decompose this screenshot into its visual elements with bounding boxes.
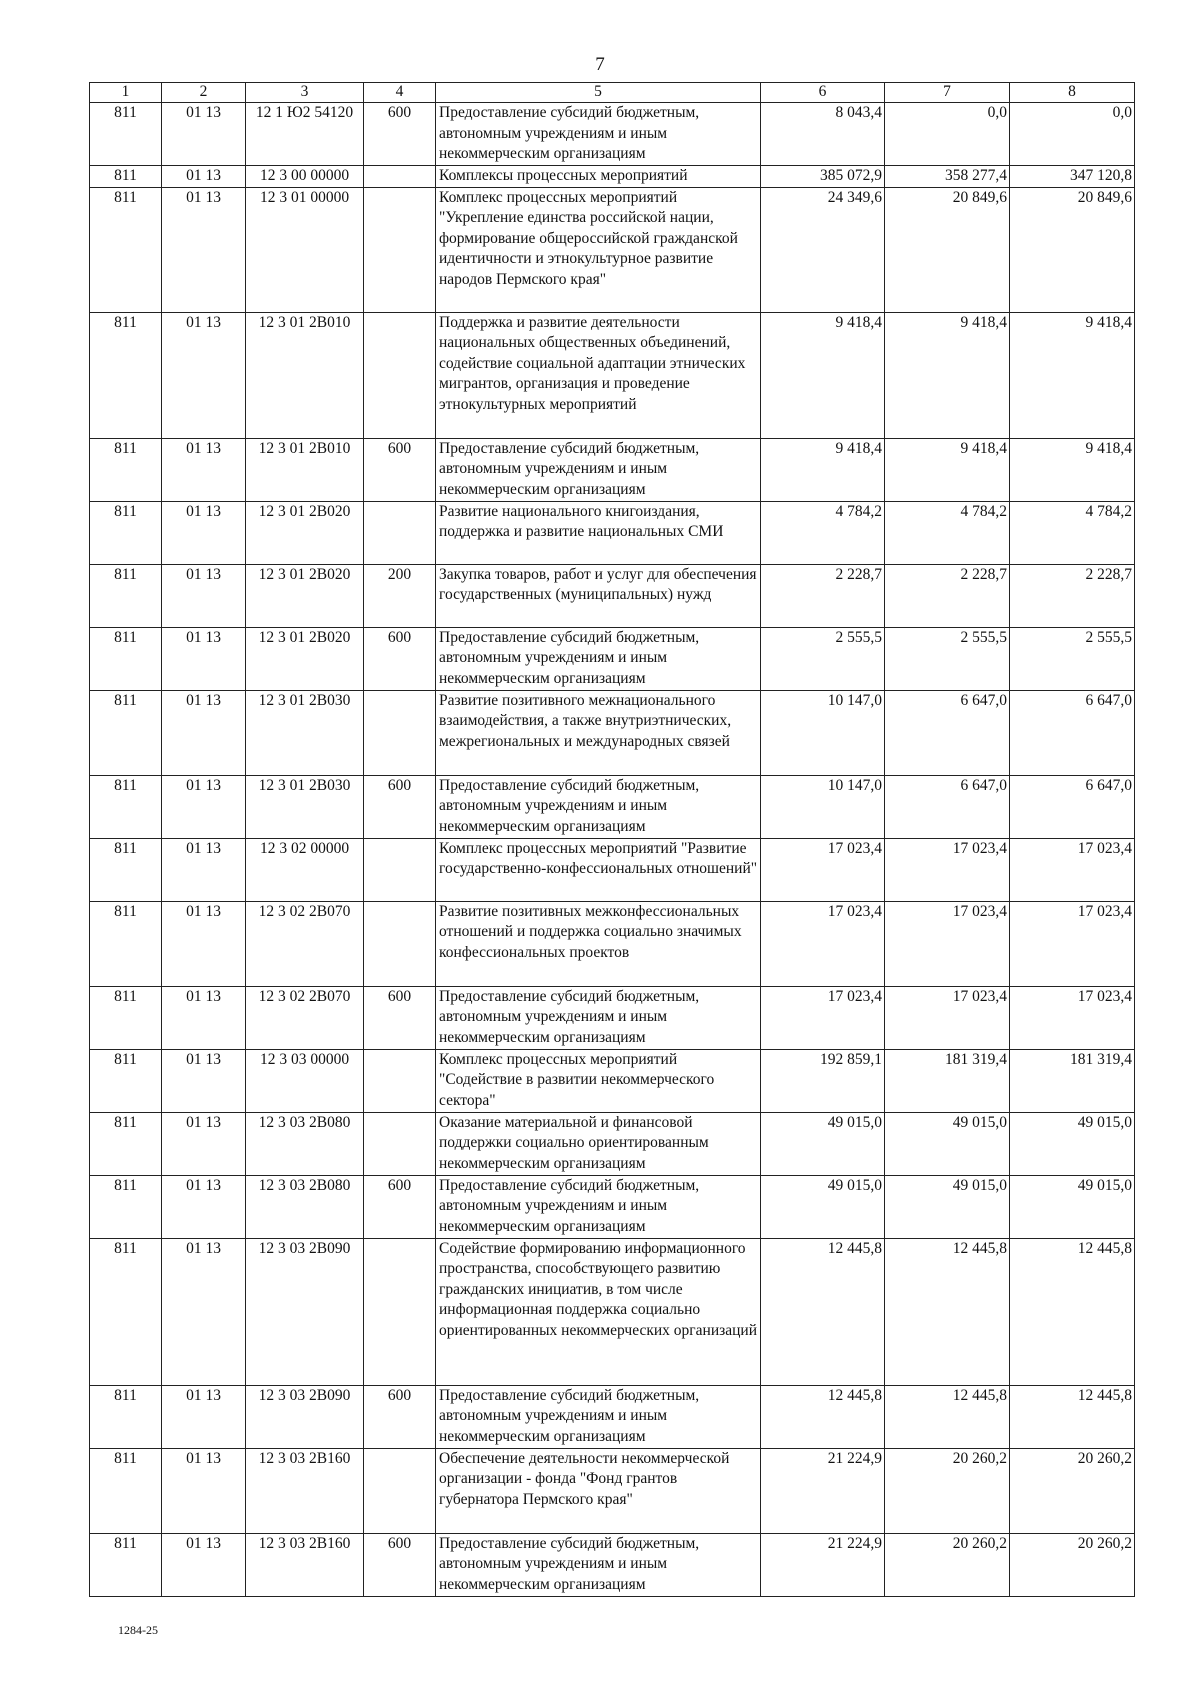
- cell-description: Предоставление субсидий бюджетным, автономным учреждениям и иным некоммерческим организациям: [436, 1385, 761, 1448]
- cell-target-item: 12 3 03 2В080: [246, 1175, 364, 1238]
- cell-amount-col7: 9 418,4: [885, 312, 1010, 438]
- cell-amount-col8: 4 784,2: [1010, 501, 1135, 564]
- cell-section-code: 01 13: [162, 775, 246, 838]
- cell-expense-type: [364, 187, 436, 312]
- cell-target-item: 12 3 02 00000: [246, 838, 364, 901]
- cell-section-code: 01 13: [162, 438, 246, 501]
- cell-ministry-code: 811: [90, 187, 162, 312]
- cell-description: Развитие позитивных межконфессиональных отношений и поддержка социально значимых конфессиональных проектов: [436, 901, 761, 986]
- cell-section-code: 01 13: [162, 187, 246, 312]
- cell-target-item: 12 3 03 2В160: [246, 1448, 364, 1533]
- cell-ministry-code: 811: [90, 901, 162, 986]
- cell-amount-col6: 49 015,0: [761, 1112, 885, 1175]
- table-row: [90, 1175, 1135, 1238]
- column-header: 5: [436, 83, 761, 103]
- table-row: [90, 1112, 1135, 1175]
- table-row: [90, 690, 1135, 775]
- cell-amount-col6: 2 228,7: [761, 564, 885, 627]
- cell-amount-col6: 17 023,4: [761, 901, 885, 986]
- cell-description: Поддержка и развитие деятельности национальных общественных объединений, содействие социальной адаптации этнических мигрантов, организация и проведение этнокультурных мероприятий: [436, 312, 761, 438]
- budget-table: [89, 82, 1135, 1597]
- cell-target-item: 12 3 01 2В030: [246, 775, 364, 838]
- cell-section-code: 01 13: [162, 1533, 246, 1596]
- cell-amount-col7: 0,0: [885, 103, 1010, 166]
- table-row: [90, 838, 1135, 901]
- cell-amount-col7: 17 023,4: [885, 838, 1010, 901]
- cell-target-item: 12 3 03 2В090: [246, 1385, 364, 1448]
- cell-section-code: 01 13: [162, 501, 246, 564]
- cell-amount-col7: 20 260,2: [885, 1533, 1010, 1596]
- cell-description: Предоставление субсидий бюджетным, автономным учреждениям и иным некоммерческим организациям: [436, 1533, 761, 1596]
- table-row: [90, 187, 1135, 312]
- cell-amount-col6: 12 445,8: [761, 1385, 885, 1448]
- cell-amount-col6: 9 418,4: [761, 438, 885, 501]
- cell-target-item: 12 3 00 00000: [246, 166, 364, 188]
- cell-ministry-code: 811: [90, 775, 162, 838]
- cell-ministry-code: 811: [90, 1049, 162, 1112]
- cell-amount-col6: 8 043,4: [761, 103, 885, 166]
- cell-ministry-code: 811: [90, 1238, 162, 1385]
- column-header: 1: [90, 83, 162, 103]
- cell-description: Предоставление субсидий бюджетным, автономным учреждениям и иным некоммерческим организациям: [436, 775, 761, 838]
- cell-amount-col8: 9 418,4: [1010, 312, 1135, 438]
- cell-target-item: 12 3 01 00000: [246, 187, 364, 312]
- cell-section-code: 01 13: [162, 1385, 246, 1448]
- cell-section-code: 01 13: [162, 986, 246, 1049]
- cell-amount-col8: 17 023,4: [1010, 838, 1135, 901]
- cell-target-item: 12 3 01 2В020: [246, 501, 364, 564]
- column-header: 7: [885, 83, 1010, 103]
- cell-amount-col7: 20 849,6: [885, 187, 1010, 312]
- cell-target-item: 12 3 01 2В030: [246, 690, 364, 775]
- cell-description: Комплексы процессных мероприятий: [436, 166, 761, 188]
- cell-amount-col7: 6 647,0: [885, 690, 1010, 775]
- table-row: [90, 438, 1135, 501]
- cell-expense-type: [364, 1112, 436, 1175]
- cell-amount-col6: 10 147,0: [761, 690, 885, 775]
- table-row: [90, 501, 1135, 564]
- cell-section-code: 01 13: [162, 1175, 246, 1238]
- cell-ministry-code: 811: [90, 627, 162, 690]
- cell-section-code: 01 13: [162, 1112, 246, 1175]
- cell-target-item: 12 1 Ю2 54120: [246, 103, 364, 166]
- cell-section-code: 01 13: [162, 564, 246, 627]
- table-row: [90, 901, 1135, 986]
- cell-description: Комплекс процессных мероприятий "Развитие государственно-конфессиональных отношений": [436, 838, 761, 901]
- cell-ministry-code: 811: [90, 438, 162, 501]
- cell-amount-col6: 12 445,8: [761, 1238, 885, 1385]
- column-header: 6: [761, 83, 885, 103]
- table-row: [90, 1238, 1135, 1385]
- cell-description: Развитие позитивного межнационального взаимодействия, а также внутриэтнических, межрегиональных и международных связей: [436, 690, 761, 775]
- document-code: 1284-25: [118, 1623, 158, 1637]
- cell-ministry-code: 811: [90, 103, 162, 166]
- table-row: [90, 103, 1135, 166]
- cell-amount-col8: 9 418,4: [1010, 438, 1135, 501]
- cell-amount-col7: 12 445,8: [885, 1385, 1010, 1448]
- cell-amount-col8: 12 445,8: [1010, 1238, 1135, 1385]
- cell-section-code: 01 13: [162, 103, 246, 166]
- cell-ministry-code: 811: [90, 564, 162, 627]
- cell-amount-col8: 181 319,4: [1010, 1049, 1135, 1112]
- cell-amount-col6: 385 072,9: [761, 166, 885, 188]
- cell-amount-col8: 20 260,2: [1010, 1448, 1135, 1533]
- cell-expense-type: [364, 501, 436, 564]
- column-header: 2: [162, 83, 246, 103]
- cell-amount-col8: 6 647,0: [1010, 690, 1135, 775]
- table-row: [90, 312, 1135, 438]
- cell-description: Оказание материальной и финансовой поддержки социально ориентированным некоммерческим организациям: [436, 1112, 761, 1175]
- cell-amount-col7: 2 228,7: [885, 564, 1010, 627]
- cell-amount-col8: 347 120,8: [1010, 166, 1135, 188]
- cell-target-item: 12 3 01 2В010: [246, 312, 364, 438]
- cell-amount-col8: 49 015,0: [1010, 1112, 1135, 1175]
- cell-amount-col8: 49 015,0: [1010, 1175, 1135, 1238]
- cell-description: Развитие национального книгоиздания, поддержка и развитие национальных СМИ: [436, 501, 761, 564]
- cell-amount-col6: 21 224,9: [761, 1533, 885, 1596]
- cell-amount-col7: 17 023,4: [885, 901, 1010, 986]
- cell-amount-col7: 9 418,4: [885, 438, 1010, 501]
- cell-amount-col6: 10 147,0: [761, 775, 885, 838]
- cell-description: Предоставление субсидий бюджетным, автономным учреждениям и иным некоммерческим организациям: [436, 1175, 761, 1238]
- cell-ministry-code: 811: [90, 986, 162, 1049]
- column-header: 3: [246, 83, 364, 103]
- cell-section-code: 01 13: [162, 838, 246, 901]
- table-row: [90, 627, 1135, 690]
- cell-ministry-code: 811: [90, 1112, 162, 1175]
- cell-description: Предоставление субсидий бюджетным, автономным учреждениям и иным некоммерческим организациям: [436, 627, 761, 690]
- cell-expense-type: [364, 901, 436, 986]
- cell-amount-col8: 20 849,6: [1010, 187, 1135, 312]
- cell-expense-type: 600: [364, 775, 436, 838]
- cell-amount-col8: 17 023,4: [1010, 986, 1135, 1049]
- cell-expense-type: [364, 166, 436, 188]
- cell-expense-type: [364, 1448, 436, 1533]
- cell-ministry-code: 811: [90, 1385, 162, 1448]
- cell-description: Предоставление субсидий бюджетным, автономным учреждениям и иным некоммерческим организациям: [436, 986, 761, 1049]
- cell-amount-col7: 12 445,8: [885, 1238, 1010, 1385]
- cell-expense-type: [364, 312, 436, 438]
- cell-amount-col6: 4 784,2: [761, 501, 885, 564]
- cell-amount-col6: 2 555,5: [761, 627, 885, 690]
- cell-amount-col8: 20 260,2: [1010, 1533, 1135, 1596]
- cell-expense-type: [364, 690, 436, 775]
- cell-target-item: 12 3 03 2В090: [246, 1238, 364, 1385]
- cell-expense-type: 600: [364, 1175, 436, 1238]
- cell-amount-col8: 2 228,7: [1010, 564, 1135, 627]
- cell-amount-col8: 12 445,8: [1010, 1385, 1135, 1448]
- cell-expense-type: [364, 1049, 436, 1112]
- cell-amount-col7: 49 015,0: [885, 1112, 1010, 1175]
- cell-description: Комплекс процессных мероприятий "Содействие в развитии некоммерческого сектора": [436, 1049, 761, 1112]
- cell-amount-col7: 181 319,4: [885, 1049, 1010, 1112]
- cell-target-item: 12 3 01 2В010: [246, 438, 364, 501]
- cell-amount-col7: 6 647,0: [885, 775, 1010, 838]
- cell-amount-col8: 2 555,5: [1010, 627, 1135, 690]
- cell-amount-col7: 49 015,0: [885, 1175, 1010, 1238]
- cell-expense-type: 200: [364, 564, 436, 627]
- cell-description: Содействие формированию информационного пространства, способствующего развитию гражданских инициатив, в том числе информационная поддержка социально ориентированных некоммерческих организаций: [436, 1238, 761, 1385]
- column-header: 4: [364, 83, 436, 103]
- cell-section-code: 01 13: [162, 627, 246, 690]
- table-row: [90, 1049, 1135, 1112]
- cell-description: Предоставление субсидий бюджетным, автономным учреждениям и иным некоммерческим организациям: [436, 438, 761, 501]
- cell-amount-col6: 192 859,1: [761, 1049, 885, 1112]
- table-row: [90, 166, 1135, 188]
- cell-description: Закупка товаров, работ и услуг для обеспечения государственных (муниципальных) нужд: [436, 564, 761, 627]
- table-body: [90, 103, 1135, 1597]
- cell-expense-type: 600: [364, 1533, 436, 1596]
- cell-amount-col7: 17 023,4: [885, 986, 1010, 1049]
- cell-amount-col7: 4 784,2: [885, 501, 1010, 564]
- cell-expense-type: 600: [364, 438, 436, 501]
- cell-target-item: 12 3 01 2В020: [246, 627, 364, 690]
- table-row: [90, 775, 1135, 838]
- cell-ministry-code: 811: [90, 1175, 162, 1238]
- column-header: 8: [1010, 83, 1135, 103]
- cell-target-item: 12 3 03 00000: [246, 1049, 364, 1112]
- cell-amount-col7: 2 555,5: [885, 627, 1010, 690]
- cell-amount-col7: 358 277,4: [885, 166, 1010, 188]
- table-row: [90, 1385, 1135, 1448]
- cell-ministry-code: 811: [90, 690, 162, 775]
- cell-ministry-code: 811: [90, 166, 162, 188]
- cell-expense-type: [364, 1238, 436, 1385]
- table-row: [90, 1448, 1135, 1533]
- table-header-row: [90, 83, 1135, 103]
- cell-expense-type: [364, 838, 436, 901]
- cell-ministry-code: 811: [90, 1448, 162, 1533]
- cell-ministry-code: 811: [90, 1533, 162, 1596]
- cell-amount-col7: 20 260,2: [885, 1448, 1010, 1533]
- cell-section-code: 01 13: [162, 1448, 246, 1533]
- page-number: 7: [595, 54, 605, 75]
- cell-section-code: 01 13: [162, 1238, 246, 1385]
- cell-amount-col6: 24 349,6: [761, 187, 885, 312]
- cell-section-code: 01 13: [162, 690, 246, 775]
- cell-amount-col6: 49 015,0: [761, 1175, 885, 1238]
- cell-target-item: 12 3 02 2В070: [246, 901, 364, 986]
- cell-description: Обеспечение деятельности некоммерческой организации - фонда "Фонд грантов губернатора Пермского края": [436, 1448, 761, 1533]
- cell-section-code: 01 13: [162, 901, 246, 986]
- cell-amount-col8: 17 023,4: [1010, 901, 1135, 986]
- cell-amount-col6: 21 224,9: [761, 1448, 885, 1533]
- table-row: [90, 1533, 1135, 1596]
- cell-target-item: 12 3 02 2В070: [246, 986, 364, 1049]
- table-row: [90, 564, 1135, 627]
- cell-amount-col8: 6 647,0: [1010, 775, 1135, 838]
- cell-expense-type: 600: [364, 627, 436, 690]
- cell-target-item: 12 3 01 2В020: [246, 564, 364, 627]
- cell-amount-col6: 9 418,4: [761, 312, 885, 438]
- cell-expense-type: 600: [364, 1385, 436, 1448]
- cell-section-code: 01 13: [162, 1049, 246, 1112]
- cell-amount-col8: 0,0: [1010, 103, 1135, 166]
- cell-description: Предоставление субсидий бюджетным, автономным учреждениям и иным некоммерческим организациям: [436, 103, 761, 166]
- cell-expense-type: 600: [364, 103, 436, 166]
- cell-section-code: 01 13: [162, 312, 246, 438]
- cell-description: Комплекс процессных мероприятий "Укрепление единства российской нации, формирование общероссийской гражданской идентичности и этнокультурное развитие народов Пермского края": [436, 187, 761, 312]
- cell-target-item: 12 3 03 2В160: [246, 1533, 364, 1596]
- cell-ministry-code: 811: [90, 838, 162, 901]
- cell-amount-col6: 17 023,4: [761, 838, 885, 901]
- cell-target-item: 12 3 03 2В080: [246, 1112, 364, 1175]
- cell-amount-col6: 17 023,4: [761, 986, 885, 1049]
- cell-ministry-code: 811: [90, 312, 162, 438]
- cell-ministry-code: 811: [90, 501, 162, 564]
- cell-expense-type: 600: [364, 986, 436, 1049]
- cell-section-code: 01 13: [162, 166, 246, 188]
- table-row: [90, 986, 1135, 1049]
